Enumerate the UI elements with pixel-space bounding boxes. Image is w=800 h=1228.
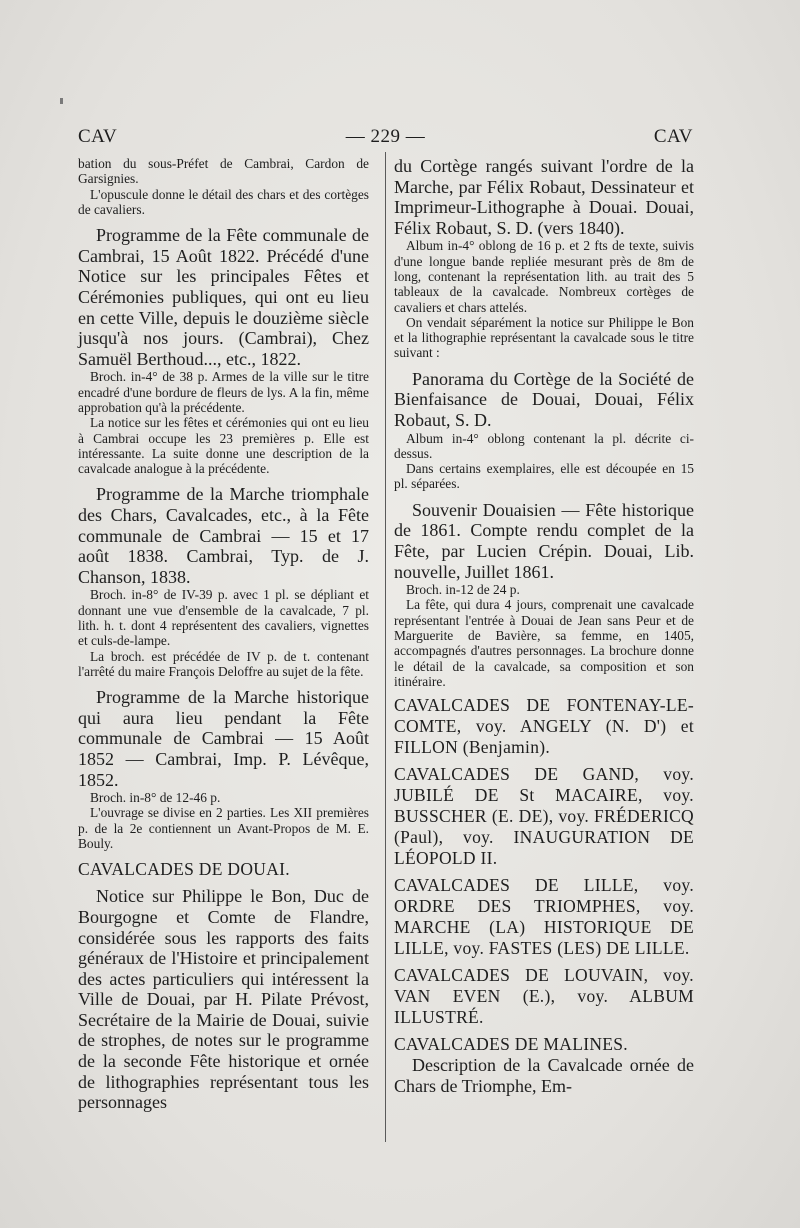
entry-note: L'opuscule donne le détail des chars et des cortèges de cavaliers.	[78, 186, 369, 217]
spacer	[78, 476, 369, 484]
right-column	[394, 156, 694, 1096]
column-divider	[385, 152, 386, 1142]
entry-title: Programme de la Marche historique qui aura lieu pendant la Fête communale de Cambrai — 15 Août 1852 — Cambrai, Imp. P. Lévêque, 1852.	[78, 687, 369, 790]
ink-speck	[60, 98, 63, 104]
section-heading: CAVALCADES DE FONTENAY-LE-COMTE, voy. ANGELY (N. D') et FILLON (Benjamin).	[394, 695, 694, 758]
entry-note: Broch. in-12 de 24 p.	[406, 582, 520, 598]
entry-note: Album in-4° oblong contenant la pl. décrite ci-dessus.	[394, 430, 694, 461]
entry-note: La fête, qui dura 4 jours, comprenait une cavalcade représentant l'entrée à Douai de Jean sans Peur et de Marguerite de Bavière, sa femme, en 1405, accompagnés d'autres personnages. La brochure donne le détail de la cavalcade, sa composition et son itinéraire.	[394, 597, 694, 689]
section-heading: CAVALCADES DE LILLE, voy. ORDRE DES TRIOMPHES, voy. MARCHE (LA) HISTORIQUE DE LILLE, voy. FASTES (LES) DE LILLE.	[394, 875, 694, 959]
entry-title: Programme de la Fête communale de Cambrai, 15 Août 1822. Précédé d'une Notice sur les principales Fêtes et Cérémonies publiques, qui ont eu lieu en cette Ville, depuis le douzième siècle jusqu'à nos jours. (Cambrai), Chez Samuël Berthoud..., etc., 1822.	[78, 225, 369, 369]
entry-note: Broch. in-4° de 38 p. Armes de la ville sur le titre encadré d'une bordure de fleurs de lys. A la fin, même approbation qu'à la précédente.	[78, 369, 369, 415]
spacer	[394, 361, 694, 369]
entry-note: Dans certains exemplaires, elle est découpée en 15 pl. séparées.	[394, 461, 694, 492]
header-left: CAV	[78, 126, 118, 147]
entry-note: Broch. in-8° de IV-39 p. avec 1 pl. se dépliant et donnant une vue d'ensemble de la cavalcade, 7 pl. lith. h. t. dont 4 représentent des cavaliers, vignettes et culs-de-lampe.	[78, 587, 369, 649]
spacer	[78, 679, 369, 687]
spacer	[394, 492, 694, 500]
section-heading: CAVALCADES DE MALINES.	[394, 1034, 628, 1055]
spacer	[78, 217, 369, 225]
section-heading: CAVALCADES DE DOUAI.	[78, 859, 290, 880]
entry-note: On vendait séparément la notice sur Philippe le Bon et la lithographie représentant la cavalcade sous le titre suivant :	[394, 314, 694, 361]
section-heading: CAVALCADES DE LOUVAIN, voy. VAN EVEN (E.), voy. ALBUM ILLUSTRÉ.	[394, 965, 694, 1028]
entry-note: L'ouvrage se divise en 2 parties. Les XII premières p. de la 2e contiennent un Avant-Propos de M. E. Bouly.	[78, 805, 369, 852]
header-right: CAV	[653, 126, 693, 147]
entry-note: Broch. in-8° de 12-46 p.	[90, 790, 221, 806]
entry-title: du Cortège rangés suivant l'ordre de la Marche, par Félix Robaut, Dessinateur et Imprimeur-Lithographe à Douai. Douai, Félix Robaut, S. D. (vers 1840).	[394, 156, 694, 238]
entry-title: Panorama du Cortège de la Société de Bienfaisance de Douai, Douai, Félix Robaut, S. D.	[394, 368, 694, 430]
entry-title: Souvenir Douaisien — Fête historique de 1861. Compte rendu complet de la Fête, par Lucien Crépin. Douai, Lib. nouvelle, Juillet 1861.	[394, 499, 694, 582]
entry-note: La broch. est précédée de IV p. de t. contenant l'arrêté du maire François Deloffre au sujet de la fête.	[78, 648, 369, 679]
entry-note: bation du sous-Préfet de Cambrai, Cardon de Garsignies.	[78, 156, 369, 187]
running-header	[78, 126, 693, 152]
entry-title: Description de la Cavalcade ornée de Chars de Triomphe, Em-	[394, 1055, 694, 1096]
entry-title: Programme de la Marche triomphale des Chars, Cavalcades, etc., à la Fête communale de Cambrai — 15 et 17 août 1838. Cambrai, Typ. de J. Chanson, 1838.	[78, 484, 369, 587]
entry-note: La notice sur les fêtes et cérémonies qui ont eu lieu à Cambrai occupe les 23 premières p. Elle est intéressante. La suite donne une description de la cavalcade analogue à la précédente.	[78, 415, 369, 477]
left-column	[78, 156, 369, 1113]
spacer	[78, 851, 369, 859]
page-number: — 229 —	[345, 126, 426, 147]
entry-title: Notice sur Philippe le Bon, Duc de Bourgogne et Comte de Flandre, considérée sous les rapports des faits généraux de l'Histoire et principalement des actes particuliers qui intéressent la Ville de Douai, par H. Pilate Prévost, Secrétaire de la Mairie de Douai, suivie de strophes, de notes sur le programme de la seconde Fête historique et ornée de lithographies représentant tous les personnages	[78, 886, 369, 1113]
entry-note: Album in-4° oblong de 16 p. et 2 fts de texte, suivis d'une longue bande repliée mesurant près de 8m de long, contenant la représentation lith. au trait des 5 tableaux de la cavalcade. Nombreux cortèges de cavaliers et chars attelés.	[394, 238, 694, 315]
section-heading: CAVALCADES DE GAND, voy. JUBILÉ DE St MACAIRE, voy. BUSSCHER (E. DE), voy. FRÉDERICQ (Paul), voy. INAUGURATION DE LÉOPOLD II.	[394, 764, 694, 869]
